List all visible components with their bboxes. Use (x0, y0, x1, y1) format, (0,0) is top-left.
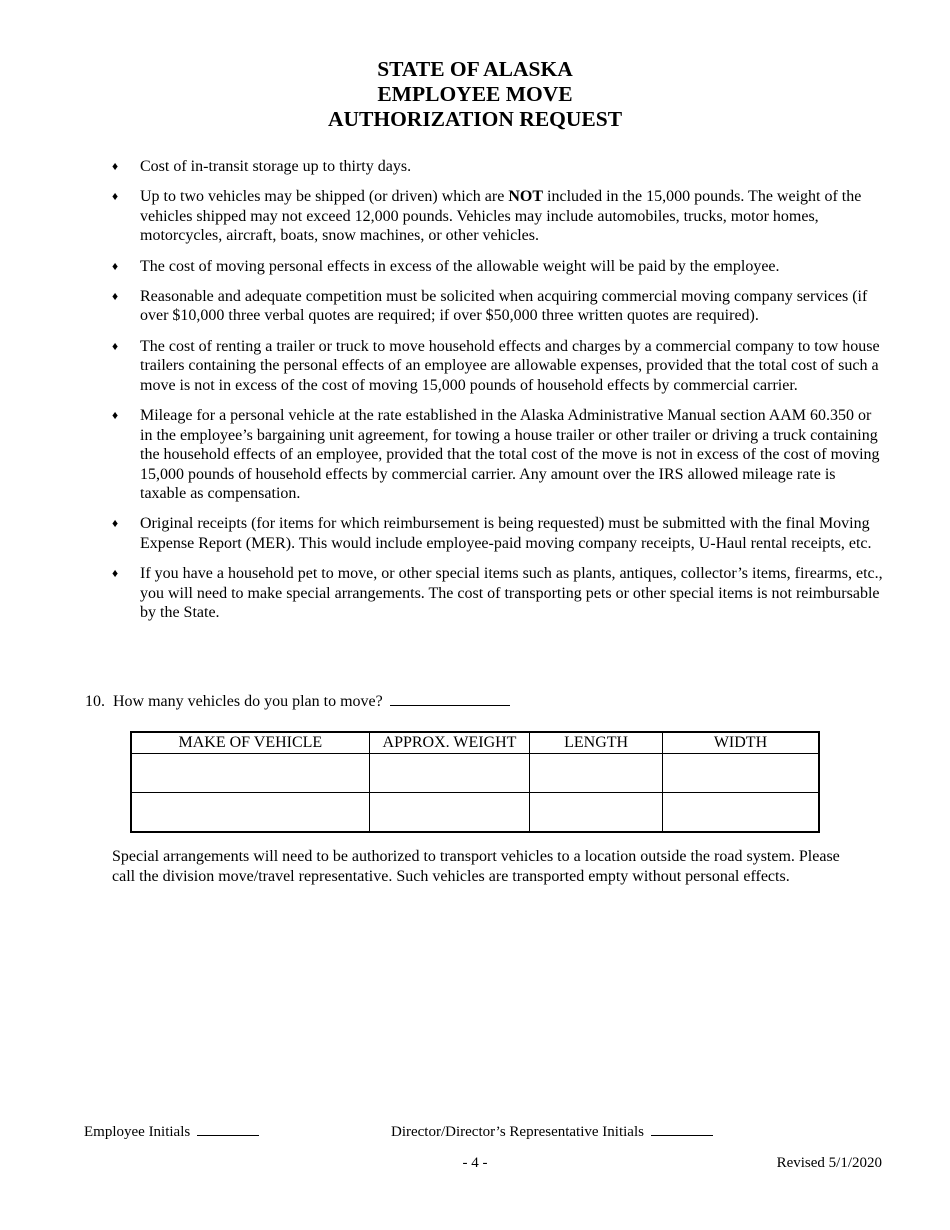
bullet-item (0, 564, 885, 623)
bullet-text: included in the 15,000 pounds. The weight of the vehicles shipped may not exceed 12,000 pounds. Vehicles may include automobiles, trucks, motor homes, motorcycles, aircraft, boats, snow machines, or other vehicles. (140, 188, 862, 245)
table-header-row (131, 732, 819, 754)
revision-date: Revised 5/1/2020 (776, 1155, 882, 1171)
weight-cell[interactable] (369, 793, 530, 833)
vehicle-count-field[interactable] (390, 691, 510, 706)
bullet-item (0, 514, 885, 553)
length-cell[interactable] (530, 754, 663, 793)
diamond-bullet-icon: ♦ (112, 189, 119, 204)
table-row (131, 793, 819, 833)
weight-cell[interactable] (369, 754, 530, 793)
diamond-bullet-icon: ♦ (112, 407, 119, 422)
width-cell[interactable] (662, 754, 819, 793)
diamond-bullet-icon: ♦ (112, 338, 119, 353)
bullet-emphasis: NOT (508, 188, 544, 206)
document-title (0, 57, 950, 132)
question-text: How many vehicles do you plan to move? (113, 693, 383, 710)
column-header-width: WIDTH (662, 732, 819, 754)
length-cell[interactable] (530, 793, 663, 833)
employee-initials-field[interactable] (197, 1123, 259, 1136)
special-arrangements-note: Special arrangements will need to be authorized to transport vehicles to a location outside the road system. Please call the division move/travel representative. Such vehicles are transported empty without personal effects. (112, 848, 840, 885)
bullet-list (0, 157, 950, 634)
width-cell[interactable] (662, 793, 819, 833)
vehicle-table (130, 731, 820, 833)
title-line-3: AUTHORIZATION REQUEST (327, 107, 623, 131)
title-line-2: EMPLOYEE MOVE (377, 82, 573, 106)
bullet-item (0, 157, 885, 177)
employee-initials-label: Employee Initials (84, 1124, 191, 1140)
make-cell[interactable] (131, 754, 369, 793)
bullet-text: Cost of in-transit storage up to thirty days. (140, 158, 412, 175)
bullet-item (0, 406, 885, 504)
bullet-text: Up to two vehicles may be shipped (or driven) which are (140, 188, 509, 206)
diamond-bullet-icon: ♦ (112, 516, 119, 531)
bullet-text: The cost of moving personal effects in excess of the allowable weight will be paid by the employee. (140, 257, 780, 275)
bullet-item (0, 257, 885, 277)
question-10 (85, 691, 510, 712)
director-initials-field[interactable] (651, 1123, 713, 1136)
question-number: 10. (85, 693, 105, 710)
diamond-bullet-icon: ♦ (112, 566, 119, 581)
column-header-weight: APPROX. WEIGHT (369, 732, 530, 754)
bullet-item (0, 187, 885, 246)
diamond-bullet-icon: ♦ (112, 258, 119, 273)
bullet-text: Reasonable and adequate competition must be solicited when acquiring commercial moving company services (if over $10,000 three verbal quotes are required; if over $50,000 three written quotes are required). (140, 287, 868, 325)
diamond-bullet-icon: ♦ (112, 159, 119, 173)
bullet-text: If you have a household pet to move, or other special items such as plants, antiques, collector’s items, firearms, etc., you will need to make special arrangements. The cost of transporting pets or other special items is not reimbursable by the State. (140, 565, 883, 622)
make-cell[interactable] (131, 793, 369, 833)
column-header-length: LENGTH (530, 732, 663, 754)
page-number: - 4 - (462, 1155, 488, 1171)
bullet-text: Original receipts (for items for which reimbursement is being requested) must be submitted with the final Moving Expense Report (MER). This would include employee-paid moving company receipts, U-Haul rental receipts, etc. (140, 515, 872, 553)
director-initials-label: Director/Director’s Representative Initials (391, 1124, 644, 1140)
bullet-text: The cost of renting a trailer or truck to move household effects and charges by a commercial company to tow house trailers containing the personal effects of an employee are allowable expenses, provided that the total cost of such a move is not in excess of the cost of moving 15,000 pounds of household effects by commercial carrier. (140, 337, 880, 394)
bullet-text: Mileage for a personal vehicle at the rate established in the Alaska Administrative Manual section AAM 60.350 or in the employee’s bargaining unit agreement, for towing a house trailer or other trailer or driving a truck containing the household effects of an employee, provided that the total cost of the move is not in excess of the cost of moving 15,000 pounds of household effects by commercial carrier. Any amount over the IRS allowed mileage rate is taxable as compensation. (140, 406, 880, 503)
employee-initials (84, 1123, 259, 1141)
diamond-bullet-icon: ♦ (112, 288, 119, 303)
title-line-1: STATE OF ALASKA (377, 57, 573, 81)
column-header-make: MAKE OF VEHICLE (131, 732, 369, 754)
director-initials (391, 1123, 713, 1141)
table-row (131, 754, 819, 793)
bullet-item (0, 337, 885, 396)
bullet-item (0, 287, 885, 326)
